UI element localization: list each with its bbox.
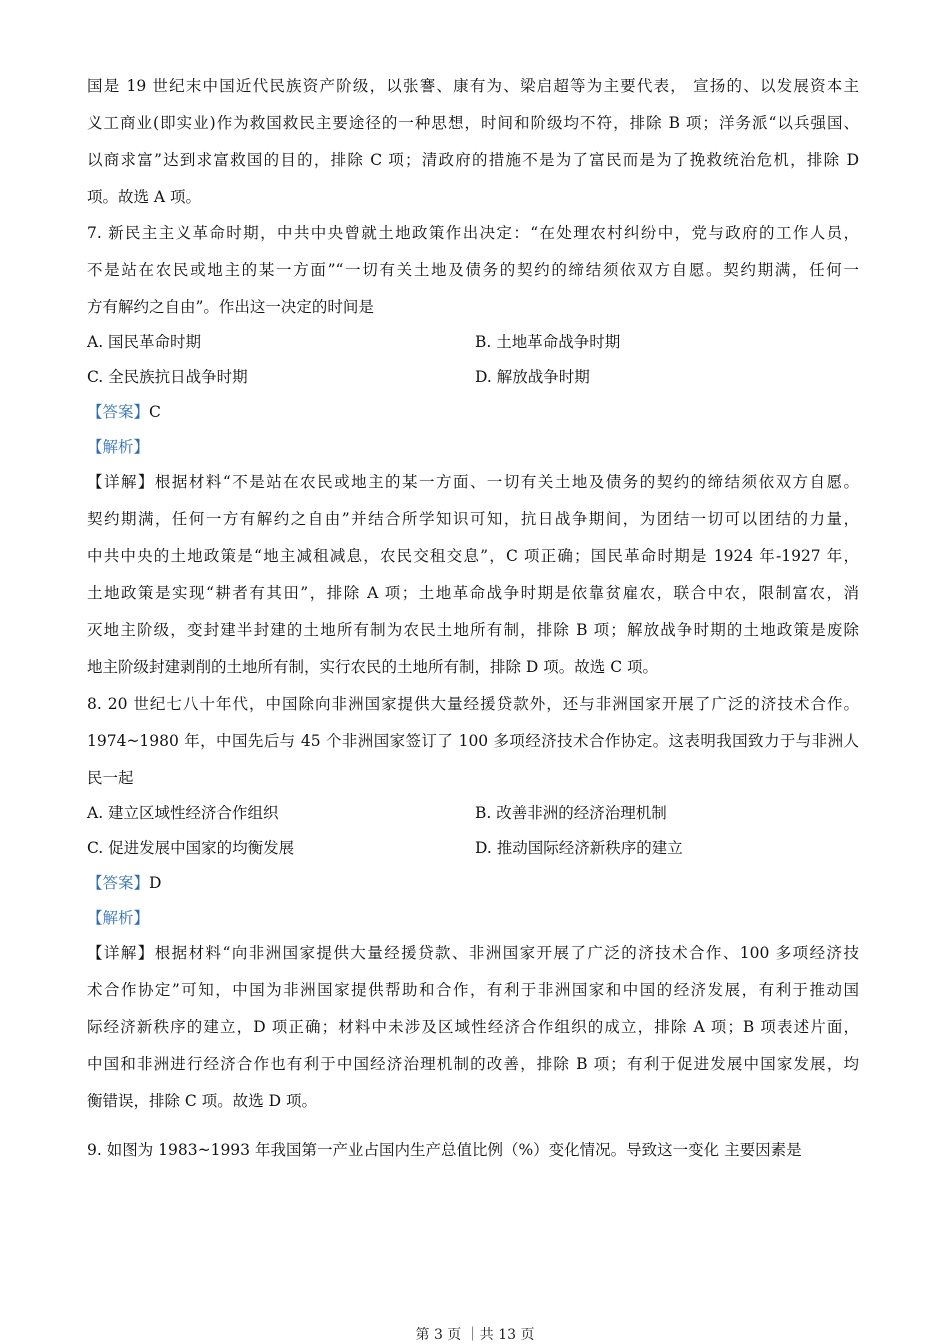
page-footer: 第 3 页 ｜共 13 页 — [415, 1327, 535, 1343]
answer-line — [87, 401, 859, 423]
answer-value: C — [149, 403, 161, 421]
option-d: D. 推动国际经济新秩序的建立 — [475, 839, 683, 857]
question-stem: 方有解约之自由”。作出这一决定的时间是 — [87, 298, 374, 316]
analysis-tag: 【解析】 — [87, 438, 150, 456]
question-stem: 1974~1980 年，中国先后与 45 个非洲国家签订了 100 多项经济技术合作协定。这表明我国致力于与非洲人 — [87, 732, 859, 750]
question-9-stem: 9. 如图为 1983~1993 年我国第一产业占国内生产总值比例（%）变化情况。导致这一变化 主要因素是 — [87, 1141, 802, 1159]
question-stem: 7. 新民主主义革命时期，中共中央曾就土地政策作出决定：“在处理农村纠纷中，党与政府的工作人员， — [87, 224, 859, 242]
text-line: 国是 19 世纪末中国近代民族资产阶级，以张謇、康有为、梁启超等为主要代表， 宣扬的、以发展资本主 — [87, 77, 859, 95]
answer-tag: 【答案】 — [87, 874, 150, 892]
option-d: D. 解放战争时期 — [475, 368, 590, 386]
text-line: 义工商业(即实业)作为救国救民主要途径的一种思想，时间和阶级均不符，排除 B 项；洋务派“以兵强国、 — [87, 114, 859, 132]
detail-text: 根据材料“不是站在农民或地主的某一方面、一切有关土地及债务的契约的缔结须依双方自愿。 — [154, 473, 859, 491]
question-stem: 不是站在农民或地主的某一方面”“一切有关土地及债务的契约的缔结须依双方自愿。契约期满，任何一 — [87, 261, 859, 279]
detail-line: 契约期满，任何一方有解约之自由”并结合所学知识可知，抗日战争期间，为团结一切可以团结的力量， — [87, 510, 859, 528]
text-line: 以商求富”达到求富救国的目的，排除 C 项；清政府的措施不是为了富民而是为了挽救统治危机，排除 D — [87, 151, 859, 169]
detail-line: 土地政策是实现“耕者有其田”，排除 A 项；土地革命战争时期是依靠贫雇农，联合中农，限制富农，消 — [87, 584, 859, 602]
detail-line: 地主阶级封建剥削的土地所有制，实行农民的土地所有制，排除 D 项。故选 C 项。 — [87, 658, 658, 676]
detail-tag: 【详解】 — [87, 473, 155, 491]
detail-line — [87, 942, 859, 964]
option-b: B. 土地革命战争时期 — [475, 333, 621, 351]
answer-value: D — [149, 874, 162, 892]
option-a: A. 建立区域性经济合作组织 — [87, 804, 279, 822]
detail-line: 衡错误，排除 C 项。故选 D 项。 — [87, 1092, 317, 1110]
text-line: 项。故选 A 项。 — [87, 188, 202, 206]
answer-tag: 【答案】 — [87, 403, 150, 421]
detail-line: 中共中央的土地政策是“地主减租减息，农民交租交息”，C 项正确；国民革命时期是 1924 年-1927 年， — [87, 547, 859, 565]
option-b: B. 改善非洲的经济治理机制 — [475, 804, 667, 822]
option-c: C. 全民族抗日战争时期 — [87, 368, 248, 386]
detail-line: 灭地主阶级，变封建半封建的土地所有制为农民土地所有制，排除 B 项；解放战争时期的土地政策是废除 — [87, 621, 859, 639]
question-stem: 8. 20 世纪七八十年代，中国除向非洲国家提供大量经援贷款外，还与非洲国家开展了广泛的济技术合作。 — [87, 695, 859, 713]
analysis-tag: 【解析】 — [87, 909, 150, 927]
answer-line — [87, 872, 859, 894]
option-a: A. 国民革命时期 — [87, 333, 202, 351]
detail-line: 中国和非洲进行经济合作也有利于中国经济治理机制的改善，排除 B 项；有利于促进发展中国家发展，均 — [87, 1055, 859, 1073]
detail-line: 际经济新秩序的建立，D 项正确；材料中未涉及区域性经济合作组织的成立，排除 A 项；B 项表述片面， — [87, 1018, 859, 1036]
detail-tag: 【详解】 — [87, 944, 155, 962]
question-stem: 民一起 — [87, 769, 134, 787]
detail-text: 根据材料“向非洲国家提供大量经援贷款、非洲国家开展了广泛的济技术合作、100 多项经济技 — [154, 944, 859, 962]
detail-line — [87, 471, 859, 493]
option-c: C. 促进发展中国家的均衡发展 — [87, 839, 295, 857]
detail-line: 术合作协定”可知，中国为非洲国家提供帮助和合作，有利于非洲国家和中国的经济发展，有利于推动国 — [87, 981, 859, 999]
